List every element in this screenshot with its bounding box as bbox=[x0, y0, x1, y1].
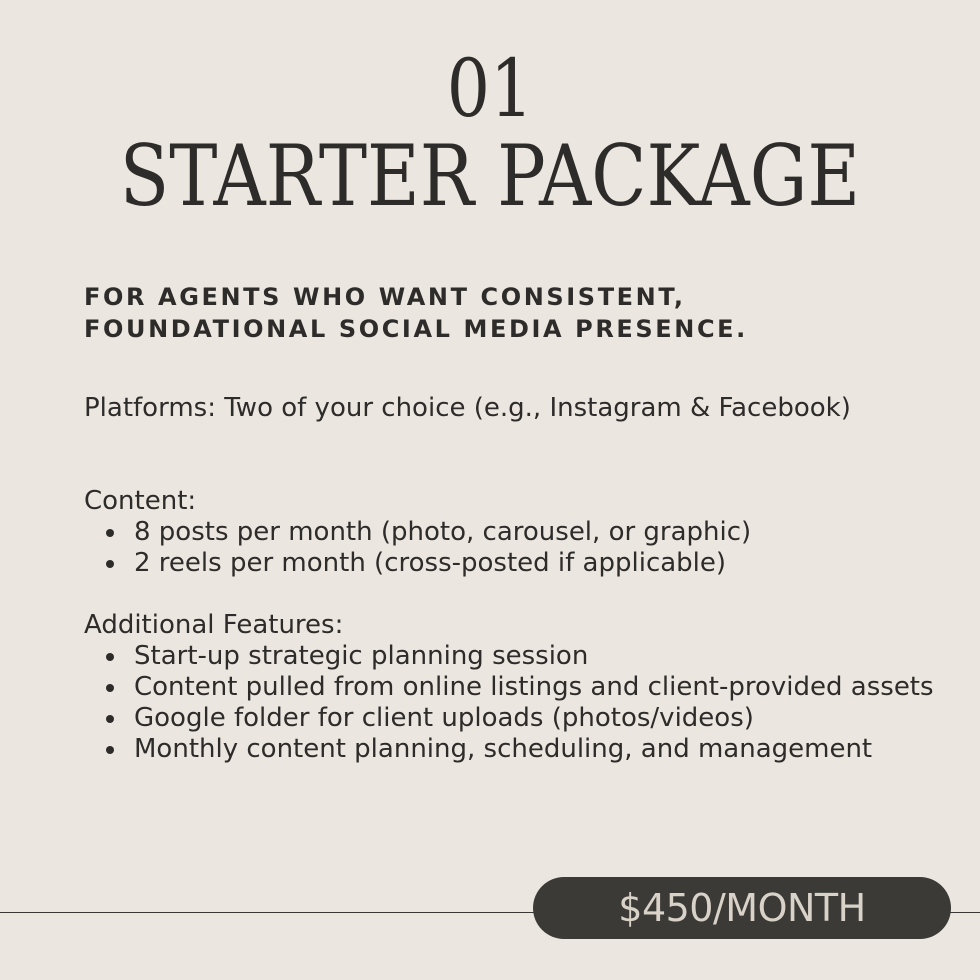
list-item: 8 posts per month (photo, carousel, or graphic) bbox=[134, 517, 964, 548]
platforms-text: Platforms: Two of your choice (e.g., Instagram & Facebook) bbox=[84, 393, 851, 423]
price-label: $450/MONTH bbox=[618, 886, 866, 930]
package-number: 01 bbox=[446, 42, 534, 135]
list-item: Monthly content planning, scheduling, and management bbox=[134, 734, 964, 765]
price-badge bbox=[533, 877, 951, 939]
list-item: Content pulled from online listings and client-provided assets bbox=[134, 672, 964, 703]
content-list bbox=[104, 517, 964, 579]
features-heading: Additional Features: bbox=[84, 610, 344, 640]
package-tagline: FOR AGENTS WHO WANT CONSISTENT, FOUNDATIONAL SOCIAL MEDIA PRESENCE. bbox=[84, 283, 748, 343]
list-item: Start-up strategic planning session bbox=[134, 641, 964, 672]
list-item: 2 reels per month (cross-posted if applicable) bbox=[134, 548, 964, 579]
list-item: Google folder for client uploads (photos/videos) bbox=[134, 703, 964, 734]
package-title: STARTER PACKAGE bbox=[119, 127, 861, 225]
features-list bbox=[104, 641, 964, 765]
content-heading: Content: bbox=[84, 486, 197, 516]
